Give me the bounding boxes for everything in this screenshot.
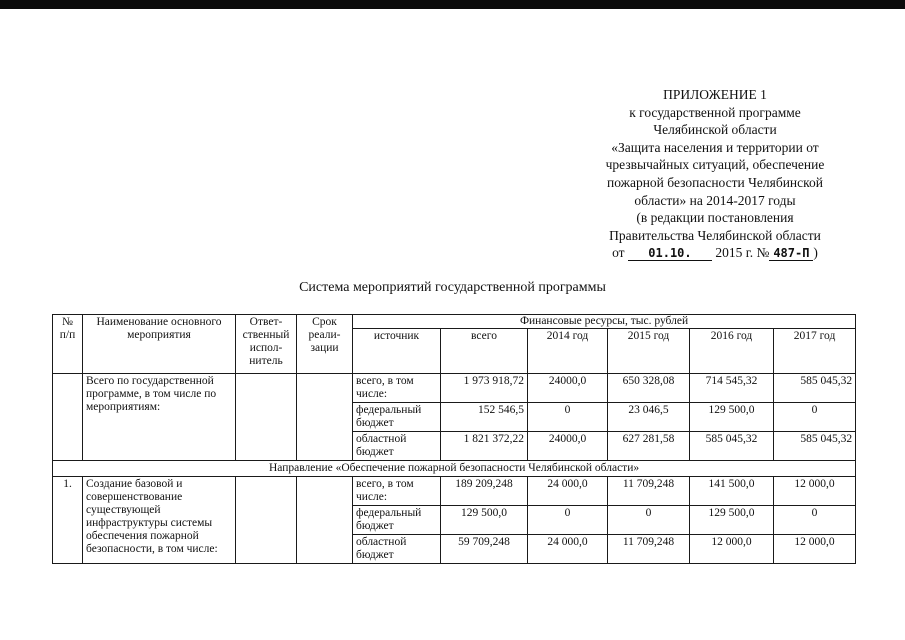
scan-top-border [0,0,905,9]
y2014-cell: 24000,0 [528,374,608,403]
y2017-cell: 0 [774,403,856,432]
resolution-line [560,244,870,262]
responsible-cell [236,477,297,564]
appendix-line: чрезвычайных ситуаций, обеспечение [605,157,825,173]
col-header-2017: 2017 год [774,329,856,374]
y2016-cell: 714 545,32 [690,374,774,403]
appendix-line: пожарной безопасности Челябинской [606,174,823,190]
y2017-cell: 585 045,32 [774,432,856,461]
appendix-line: области» на 2014-2017 годы [634,192,796,208]
resolution-number: 487-П [769,246,813,261]
measure-name: Всего по государственной программе, в том числе по мероприятиям: [83,374,236,461]
row-number-cell: 1. [53,477,83,564]
table-row [53,374,856,403]
total-cell: 59 709,248 [441,535,528,564]
y2016-cell: 141 500,0 [690,477,774,506]
measure-name: Создание базовой и совершенствование существующей инфраструктуры системы обеспечения пожарной безопасности, в том числе: [83,477,236,564]
appendix-line: к государственной программе [629,104,801,120]
resolution-date: 01.10. [628,246,712,261]
y2017-cell: 0 [774,506,856,535]
source-cell: всего, в том числе: [353,477,441,506]
y2016-cell: 12 000,0 [690,535,774,564]
y2014-cell: 0 [528,506,608,535]
col-header-term: Срок реали-зации [297,315,353,374]
source-cell: областной бюджет [353,432,441,461]
responsible-cell [236,374,297,461]
total-cell: 129 500,0 [441,506,528,535]
col-header-no: № п/п [53,315,83,374]
y2015-cell: 11 709,248 [608,477,690,506]
y2015-cell: 0 [608,506,690,535]
col-header-2015: 2015 год [608,329,690,374]
source-cell: федеральный бюджет [353,506,441,535]
col-header-name: Наименование основного мероприятия [83,315,236,374]
y2017-cell: 12 000,0 [774,535,856,564]
close-paren: ) [813,245,818,261]
y2017-cell: 585 045,32 [774,374,856,403]
from-prefix: от [612,245,625,261]
total-cell: 152 546,5 [441,403,528,432]
y2014-cell: 24 000,0 [528,477,608,506]
col-header-source: источник [353,329,441,374]
term-cell [297,374,353,461]
y2015-cell: 23 046,5 [608,403,690,432]
y2014-cell: 0 [528,403,608,432]
total-cell: 1 821 372,22 [441,432,528,461]
direction-row [53,461,856,477]
y2014-cell: 24 000,0 [528,535,608,564]
direction-title: Направление «Обеспечение пожарной безопасности Челябинской области» [53,461,856,477]
header-row [53,315,856,329]
total-cell: 189 209,248 [441,477,528,506]
y2017-cell: 12 000,0 [774,477,856,506]
appendix-line: «Защита населения и территории от [611,139,819,155]
col-header-financial: Финансовые ресурсы, тыс. рублей [353,315,856,329]
term-cell [297,477,353,564]
y2015-cell: 650 328,08 [608,374,690,403]
y2015-cell: 11 709,248 [608,535,690,564]
y2015-cell: 627 281,58 [608,432,690,461]
table-row [53,477,856,506]
source-cell: всего, в том числе: [353,374,441,403]
col-header-2014: 2014 год [528,329,608,374]
program-measures-table [52,314,856,564]
appendix-line: Челябинской области [653,122,777,138]
total-cell: 1 973 918,72 [441,374,528,403]
appendix-line: (в редакции постановления [636,210,794,226]
source-cell: федеральный бюджет [353,403,441,432]
appendix-line: ПРИЛОЖЕНИЕ 1 [663,87,767,102]
col-header-responsible: Ответ-ственный испол-нитель [236,315,297,374]
row-number-cell [53,374,83,461]
y2016-cell: 129 500,0 [690,403,774,432]
col-header-2016: 2016 год [690,329,774,374]
y2016-cell: 585 045,32 [690,432,774,461]
appendix-block [560,86,870,262]
y2016-cell: 129 500,0 [690,506,774,535]
col-header-total: всего [441,329,528,374]
appendix-line: Правительства Челябинской области [609,227,821,243]
y2014-cell: 24000,0 [528,432,608,461]
year-text: 2015 г. № [715,245,770,261]
source-cell: областной бюджет [353,535,441,564]
table-title: Система мероприятий государственной программы [299,280,606,295]
